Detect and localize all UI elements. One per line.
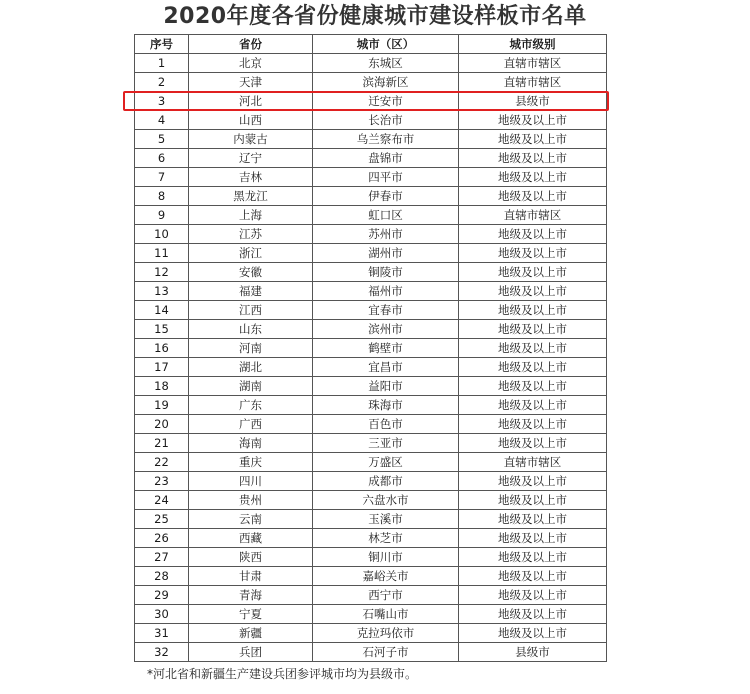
- cell-city-level: 地级及以上市: [459, 415, 607, 434]
- cell-city-level: 地级及以上市: [459, 244, 607, 263]
- cell-index: 5: [135, 130, 189, 149]
- cell-index: 10: [135, 225, 189, 244]
- cell-province: 陕西: [189, 548, 313, 567]
- cell-city: 迁安市: [313, 92, 459, 111]
- cell-city-level: 地级及以上市: [459, 358, 607, 377]
- table-row: [135, 586, 607, 605]
- cell-city-level: 县级市: [459, 643, 607, 662]
- cell-province: 福建: [189, 282, 313, 301]
- cell-index: 11: [135, 244, 189, 263]
- table-row: [135, 396, 607, 415]
- cell-city-level: 地级及以上市: [459, 130, 607, 149]
- cell-index: 18: [135, 377, 189, 396]
- cell-city: 石嘴山市: [313, 605, 459, 624]
- cell-province: 兵团: [189, 643, 313, 662]
- cell-index: 27: [135, 548, 189, 567]
- cell-index: 28: [135, 567, 189, 586]
- cell-province: 广西: [189, 415, 313, 434]
- cell-city: 铜川市: [313, 548, 459, 567]
- cell-city: 克拉玛依市: [313, 624, 459, 643]
- cell-province: 重庆: [189, 453, 313, 472]
- cell-city-level: 地级及以上市: [459, 377, 607, 396]
- cell-city-level: 地级及以上市: [459, 263, 607, 282]
- cell-city: 铜陵市: [313, 263, 459, 282]
- cell-city-level: 地级及以上市: [459, 396, 607, 415]
- cell-city: 四平市: [313, 168, 459, 187]
- cell-index: 31: [135, 624, 189, 643]
- cell-city-level: 地级及以上市: [459, 111, 607, 130]
- cell-index: 32: [135, 643, 189, 662]
- cell-province: 河南: [189, 339, 313, 358]
- cell-city-level: 直辖市辖区: [459, 54, 607, 73]
- table-row: [135, 282, 607, 301]
- cell-province: 青海: [189, 586, 313, 605]
- cell-province: 湖南: [189, 377, 313, 396]
- cell-city: 六盘水市: [313, 491, 459, 510]
- cell-city-level: 地级及以上市: [459, 529, 607, 548]
- cell-province: 云南: [189, 510, 313, 529]
- page-title: 2020年度各省份健康城市建设样板市名单: [163, 4, 587, 29]
- table-row: [135, 605, 607, 624]
- cell-province: 海南: [189, 434, 313, 453]
- table-row: [135, 301, 607, 320]
- cell-city-level: 地级及以上市: [459, 567, 607, 586]
- cell-city: 伊春市: [313, 187, 459, 206]
- cell-index: 24: [135, 491, 189, 510]
- cell-city: 宜春市: [313, 301, 459, 320]
- table-row: [135, 111, 607, 130]
- cell-city: 石河子市: [313, 643, 459, 662]
- cell-city: 鹤壁市: [313, 339, 459, 358]
- table-row: [135, 510, 607, 529]
- table-row: [135, 472, 607, 491]
- table-row: [135, 358, 607, 377]
- cell-province: 江西: [189, 301, 313, 320]
- cell-city-level: 地级及以上市: [459, 339, 607, 358]
- cell-city-level: 地级及以上市: [459, 472, 607, 491]
- cell-province: 江苏: [189, 225, 313, 244]
- cell-city-level: 地级及以上市: [459, 225, 607, 244]
- cell-city: 滨海新区: [313, 73, 459, 92]
- cell-index: 2: [135, 73, 189, 92]
- table-row: [135, 529, 607, 548]
- table-row: [135, 415, 607, 434]
- table-row: [135, 263, 607, 282]
- cell-province: 湖北: [189, 358, 313, 377]
- cell-province: 山西: [189, 111, 313, 130]
- table-header-row: [135, 35, 607, 54]
- cell-index: 3: [135, 92, 189, 111]
- table-row: [135, 434, 607, 453]
- cell-city: 盘锦市: [313, 149, 459, 168]
- cell-province: 天津: [189, 73, 313, 92]
- cell-index: 25: [135, 510, 189, 529]
- table-row: [135, 567, 607, 586]
- highlight-box: [123, 91, 609, 111]
- cell-province: 甘肃: [189, 567, 313, 586]
- cell-city-level: 地级及以上市: [459, 149, 607, 168]
- cell-province: 山东: [189, 320, 313, 339]
- cell-city: 珠海市: [313, 396, 459, 415]
- table-row: [135, 320, 607, 339]
- cell-city: 成都市: [313, 472, 459, 491]
- cell-index: 4: [135, 111, 189, 130]
- cell-city-level: 县级市: [459, 92, 607, 111]
- table-row: [135, 187, 607, 206]
- cell-index: 15: [135, 320, 189, 339]
- cell-index: 6: [135, 149, 189, 168]
- cell-index: 16: [135, 339, 189, 358]
- cell-province: 内蒙古: [189, 130, 313, 149]
- table-row: [135, 548, 607, 567]
- cell-city-level: 直辖市辖区: [459, 206, 607, 225]
- footnote: *河北省和新疆生产建设兵团参评城市均为县级市。: [147, 667, 418, 681]
- cell-index: 20: [135, 415, 189, 434]
- cell-index: 22: [135, 453, 189, 472]
- cell-province: 四川: [189, 472, 313, 491]
- table-row: [135, 453, 607, 472]
- cell-city-level: 地级及以上市: [459, 510, 607, 529]
- cell-province: 安徽: [189, 263, 313, 282]
- cell-index: 17: [135, 358, 189, 377]
- table-row: [135, 168, 607, 187]
- cell-index: 23: [135, 472, 189, 491]
- cell-province: 浙江: [189, 244, 313, 263]
- cell-city-level: 地级及以上市: [459, 434, 607, 453]
- cell-province: 西藏: [189, 529, 313, 548]
- header-province: 省份: [189, 35, 313, 54]
- table-row: [135, 54, 607, 73]
- cell-city: 嘉峪关市: [313, 567, 459, 586]
- table-row: [135, 244, 607, 263]
- cell-city-level: 地级及以上市: [459, 586, 607, 605]
- cell-index: 8: [135, 187, 189, 206]
- city-list-table: [134, 34, 607, 662]
- cell-province: 河北: [189, 92, 313, 111]
- table-row: [135, 73, 607, 92]
- cell-city: 苏州市: [313, 225, 459, 244]
- cell-city-level: 直辖市辖区: [459, 453, 607, 472]
- cell-index: 19: [135, 396, 189, 415]
- cell-city: 湖州市: [313, 244, 459, 263]
- table-body: [135, 54, 607, 662]
- table-row: [135, 339, 607, 358]
- table-row: [135, 225, 607, 244]
- cell-index: 13: [135, 282, 189, 301]
- cell-province: 黑龙江: [189, 187, 313, 206]
- cell-province: 新疆: [189, 624, 313, 643]
- cell-index: 1: [135, 54, 189, 73]
- cell-city: 长治市: [313, 111, 459, 130]
- cell-city: 宜昌市: [313, 358, 459, 377]
- table-row: [135, 491, 607, 510]
- cell-city-level: 地级及以上市: [459, 624, 607, 643]
- cell-city-level: 地级及以上市: [459, 301, 607, 320]
- table-row: [135, 149, 607, 168]
- cell-city: 福州市: [313, 282, 459, 301]
- cell-province: 吉林: [189, 168, 313, 187]
- cell-index: 12: [135, 263, 189, 282]
- table-row: [135, 130, 607, 149]
- cell-province: 贵州: [189, 491, 313, 510]
- cell-index: 14: [135, 301, 189, 320]
- cell-city: 滨州市: [313, 320, 459, 339]
- cell-city-level: 地级及以上市: [459, 491, 607, 510]
- cell-city: 西宁市: [313, 586, 459, 605]
- cell-city: 东城区: [313, 54, 459, 73]
- cell-city: 益阳市: [313, 377, 459, 396]
- cell-index: 29: [135, 586, 189, 605]
- cell-city: 三亚市: [313, 434, 459, 453]
- cell-index: 7: [135, 168, 189, 187]
- cell-city-level: 地级及以上市: [459, 320, 607, 339]
- table-row: [135, 624, 607, 643]
- cell-city-level: 地级及以上市: [459, 187, 607, 206]
- cell-province: 宁夏: [189, 605, 313, 624]
- cell-province: 广东: [189, 396, 313, 415]
- cell-index: 26: [135, 529, 189, 548]
- cell-city-level: 地级及以上市: [459, 548, 607, 567]
- cell-province: 北京: [189, 54, 313, 73]
- cell-city: 玉溪市: [313, 510, 459, 529]
- cell-city-level: 直辖市辖区: [459, 73, 607, 92]
- cell-index: 30: [135, 605, 189, 624]
- header-city: 城市（区）: [313, 35, 459, 54]
- table-row: [135, 643, 607, 662]
- cell-city: 虹口区: [313, 206, 459, 225]
- cell-city-level: 地级及以上市: [459, 282, 607, 301]
- cell-province: 辽宁: [189, 149, 313, 168]
- header-index: 序号: [135, 35, 189, 54]
- cell-city: 万盛区: [313, 453, 459, 472]
- cell-city-level: 地级及以上市: [459, 168, 607, 187]
- header-city-level: 城市级别: [459, 35, 607, 54]
- cell-index: 21: [135, 434, 189, 453]
- cell-city: 百色市: [313, 415, 459, 434]
- table-row: [135, 206, 607, 225]
- table-row: [135, 377, 607, 396]
- cell-city: 乌兰察布市: [313, 130, 459, 149]
- cell-city-level: 地级及以上市: [459, 605, 607, 624]
- cell-province: 上海: [189, 206, 313, 225]
- cell-index: 9: [135, 206, 189, 225]
- cell-city: 林芝市: [313, 529, 459, 548]
